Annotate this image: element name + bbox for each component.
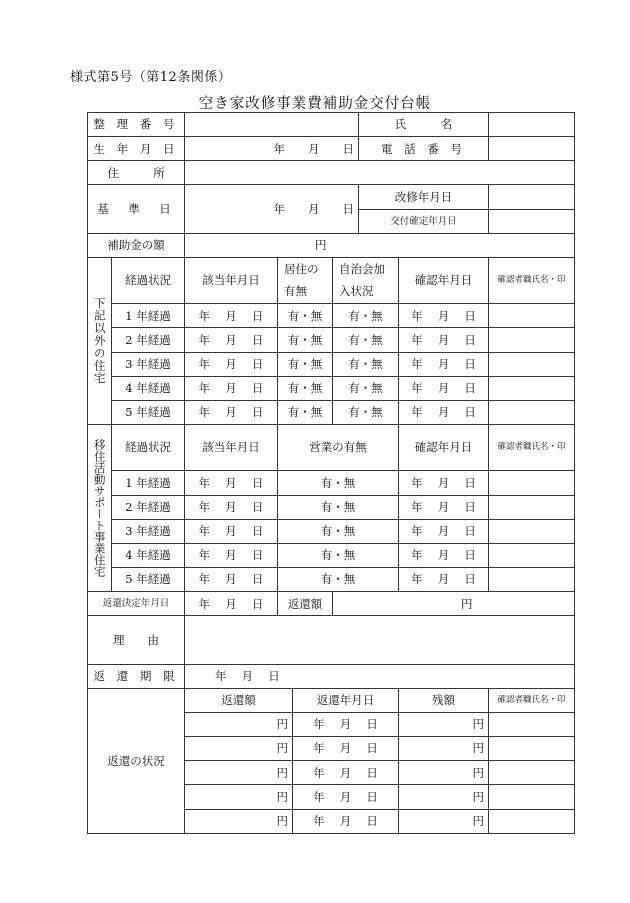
confirm-date[interactable]: 年 月 日 (399, 352, 489, 376)
refund-status-header-date: 返還年月日 (293, 688, 399, 712)
management-number-label: 整 理 番 号 (88, 113, 185, 137)
applicable-date[interactable]: 年 月 日 (185, 376, 278, 400)
residence-choice[interactable]: 有・無 (278, 304, 333, 328)
refund-date[interactable]: 年 月 日 (293, 809, 399, 833)
confirm-date[interactable]: 年 月 日 (399, 519, 489, 543)
subsidy-amount-value[interactable]: 円 (185, 233, 575, 257)
refund-balance[interactable]: 円 (399, 737, 489, 761)
section-b-side-label: 移住活動サポート事業住宅 (88, 425, 112, 592)
refund-decision-date-label: 返還決定年月日 (88, 592, 185, 616)
section-a-header-association: 自治会加入状況 (333, 257, 399, 303)
applicable-date[interactable]: 年 月 日 (185, 328, 278, 352)
progress-year: 4 年経過 (112, 543, 185, 567)
reference-date-label: 基 準 日 (88, 185, 185, 233)
business-choice[interactable]: 有・無 (278, 495, 399, 519)
refund-amount-value[interactable]: 円 (333, 592, 575, 616)
confirmer-seal[interactable] (489, 809, 575, 833)
residence-choice[interactable]: 有・無 (278, 352, 333, 376)
refund-date[interactable]: 年 月 日 (293, 737, 399, 761)
section-b-header-date: 該当年月日 (185, 425, 278, 471)
business-choice[interactable]: 有・無 (278, 543, 399, 567)
management-number-value[interactable] (185, 113, 359, 137)
confirmer-seal[interactable] (489, 737, 575, 761)
section-b-header-business: 営業の有無 (278, 425, 399, 471)
refund-deadline-label: 返 還 期 限 (88, 664, 185, 688)
applicable-date[interactable]: 年 月 日 (185, 519, 278, 543)
applicable-date[interactable]: 年 月 日 (185, 304, 278, 328)
phone-value[interactable] (489, 137, 575, 161)
refund-balance[interactable]: 円 (399, 761, 489, 785)
residence-choice[interactable]: 有・無 (278, 376, 333, 400)
confirm-date[interactable]: 年 月 日 (399, 567, 489, 591)
section-a-side-label: 下記以外の住宅 (88, 257, 112, 424)
form-number: 様式第5号（第12条関係） (70, 70, 232, 85)
renovation-date-label: 改修年月日 (359, 185, 489, 209)
business-choice[interactable]: 有・無 (278, 567, 399, 591)
section-a-header-confirmer: 確認者職氏名・印 (489, 257, 575, 303)
refund-status-header-amount: 返還額 (185, 688, 293, 712)
applicable-date[interactable]: 年 月 日 (185, 495, 278, 519)
refund-status-label: 返還の状況 (88, 688, 185, 833)
confirmer-seal[interactable] (489, 567, 575, 591)
business-choice[interactable]: 有・無 (278, 519, 399, 543)
refund-amount[interactable]: 円 (185, 785, 293, 809)
table-row (88, 495, 575, 519)
residence-choice[interactable]: 有・無 (278, 328, 333, 352)
confirmer-seal[interactable] (489, 352, 575, 376)
applicable-date[interactable]: 年 月 日 (185, 352, 278, 376)
progress-year: 2 年経過 (112, 495, 185, 519)
grant-confirm-date-label: 交付確定年月日 (359, 209, 489, 233)
refund-balance[interactable]: 円 (399, 809, 489, 833)
confirmer-seal[interactable] (489, 785, 575, 809)
refund-status-header-balance: 残額 (399, 688, 489, 712)
business-choice[interactable]: 有・無 (278, 471, 399, 495)
refund-date[interactable]: 年 月 日 (293, 712, 399, 736)
section-b-header-confirmer: 確認者職氏名・印 (489, 425, 575, 471)
birthdate-label: 生 年 月 日 (88, 137, 185, 161)
table-row (88, 376, 575, 400)
progress-year: 2 年経過 (112, 328, 185, 352)
subsidy-amount-label: 補助金の額 (88, 233, 185, 257)
confirm-date[interactable]: 年 月 日 (399, 471, 489, 495)
association-choice[interactable]: 有・無 (333, 352, 399, 376)
confirmer-seal[interactable] (489, 543, 575, 567)
table-row (88, 304, 575, 328)
confirm-date[interactable]: 年 月 日 (399, 495, 489, 519)
reason-value[interactable] (185, 616, 575, 664)
association-choice[interactable]: 有・無 (333, 400, 399, 424)
refund-date[interactable]: 年 月 日 (293, 761, 399, 785)
address-value[interactable] (185, 161, 575, 185)
table-row (88, 543, 575, 567)
reason-label: 理 由 (88, 616, 185, 664)
confirmer-seal[interactable] (489, 495, 575, 519)
applicable-date[interactable]: 年 月 日 (185, 543, 278, 567)
refund-deadline-value[interactable]: 年 月 日 (185, 664, 575, 688)
confirmer-seal[interactable] (489, 471, 575, 495)
name-value[interactable] (489, 113, 575, 137)
renovation-date-value[interactable] (489, 185, 575, 209)
confirm-date[interactable]: 年 月 日 (399, 304, 489, 328)
section-a-header-date: 該当年月日 (185, 257, 278, 303)
applicable-date[interactable]: 年 月 日 (185, 471, 278, 495)
confirmer-seal[interactable] (489, 376, 575, 400)
table-row (88, 519, 575, 543)
refund-amount[interactable]: 円 (185, 809, 293, 833)
confirm-date[interactable]: 年 月 日 (399, 400, 489, 424)
applicable-date[interactable]: 年 月 日 (185, 567, 278, 591)
association-choice[interactable]: 有・無 (333, 304, 399, 328)
association-choice[interactable]: 有・無 (333, 328, 399, 352)
progress-year: 1 年経過 (112, 471, 185, 495)
confirmer-seal[interactable] (489, 761, 575, 785)
refund-amount-label: 返還額 (278, 592, 333, 616)
progress-year: 4 年経過 (112, 376, 185, 400)
section-a-header-progress: 経過状況 (112, 257, 185, 303)
confirm-date[interactable]: 年 月 日 (399, 376, 489, 400)
address-label: 住 所 (88, 161, 185, 185)
table-row (88, 400, 575, 424)
refund-balance[interactable]: 円 (399, 712, 489, 736)
name-label: 氏 名 (359, 113, 489, 137)
progress-year: 3 年経過 (112, 519, 185, 543)
table-row (88, 471, 575, 495)
refund-date[interactable]: 年 月 日 (293, 785, 399, 809)
progress-year: 5 年経過 (112, 567, 185, 591)
association-choice[interactable]: 有・無 (333, 376, 399, 400)
progress-year: 1 年経過 (112, 304, 185, 328)
progress-year: 5 年経過 (112, 400, 185, 424)
grant-ledger-table (87, 112, 575, 834)
refund-amount[interactable]: 円 (185, 712, 293, 736)
section-b-header-confirm-date: 確認年月日 (399, 425, 489, 471)
refund-decision-date-value[interactable]: 年 月 日 (185, 592, 278, 616)
confirmer-seal[interactable] (489, 400, 575, 424)
progress-year: 3 年経過 (112, 352, 185, 376)
grant-confirm-date-value[interactable] (489, 209, 575, 233)
confirmer-seal[interactable] (489, 328, 575, 352)
table-row (88, 352, 575, 376)
document-title: 空き家改修事業費補助金交付台帳 (198, 96, 432, 112)
confirmer-seal[interactable] (489, 712, 575, 736)
phone-label: 電 話 番 号 (359, 137, 489, 161)
refund-status-header-confirmer: 確認者職氏名・印 (489, 688, 575, 712)
refund-amount[interactable]: 円 (185, 761, 293, 785)
birthdate-value[interactable]: 年 月 日 (185, 137, 359, 161)
confirm-date[interactable]: 年 月 日 (399, 328, 489, 352)
section-a-header-confirm-date: 確認年月日 (399, 257, 489, 303)
applicable-date[interactable]: 年 月 日 (185, 400, 278, 424)
table-row (88, 328, 575, 352)
reference-date-value[interactable]: 年 月 日 (185, 185, 359, 233)
residence-choice[interactable]: 有・無 (278, 400, 333, 424)
table-row (88, 567, 575, 591)
confirmer-seal[interactable] (489, 304, 575, 328)
section-b-header-progress: 経過状況 (112, 425, 185, 471)
confirm-date[interactable]: 年 月 日 (399, 543, 489, 567)
confirmer-seal[interactable] (489, 519, 575, 543)
refund-amount[interactable]: 円 (185, 737, 293, 761)
refund-balance[interactable]: 円 (399, 785, 489, 809)
section-a-header-residence: 居住の有無 (278, 257, 333, 303)
